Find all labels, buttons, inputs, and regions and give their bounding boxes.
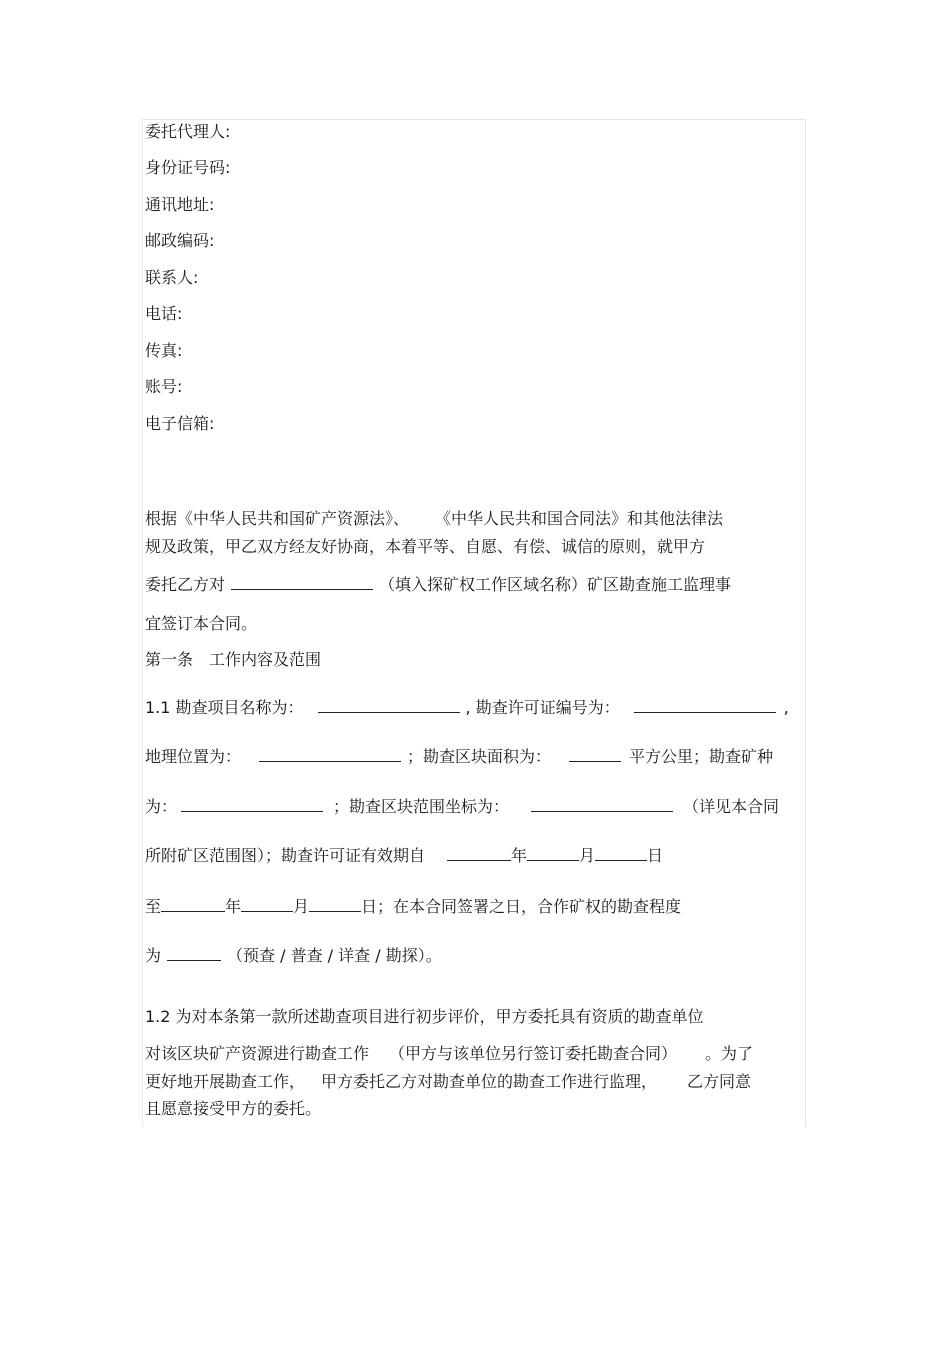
clause-1-1-line-3 bbox=[145, 797, 779, 817]
field-postal-code: 邮政编码: bbox=[145, 231, 215, 250]
clause-1-2-line-3 bbox=[145, 1072, 751, 1092]
preamble-text: 根据《中华人民共和国矿产资源法》、 bbox=[145, 509, 410, 528]
blank-license-number[interactable] bbox=[634, 698, 776, 713]
clause-text: （甲方与该单位另行签订委托勘查合同） bbox=[389, 1044, 678, 1063]
clause-1-1-line-6 bbox=[145, 946, 442, 966]
preamble-line-4: 宜签订本合同。 bbox=[145, 614, 258, 633]
blank-work-area-name[interactable] bbox=[231, 575, 373, 590]
clause-text: （预查 / 普查 / 详查 / 勘探）。 bbox=[227, 946, 442, 965]
field-fax: 传真: bbox=[145, 341, 183, 360]
clause-text: 更好地开展勘查工作， bbox=[145, 1072, 306, 1091]
clause-text: 日 bbox=[647, 846, 664, 865]
blank-start-day[interactable] bbox=[595, 846, 647, 861]
blank-location[interactable] bbox=[259, 747, 401, 762]
clause-text: ；勘查区块范围坐标为： bbox=[333, 797, 510, 816]
field-account: 账号: bbox=[145, 377, 183, 396]
clause-text: , 勘查许可证编号为： bbox=[465, 698, 620, 717]
clause-text: 月 bbox=[293, 897, 310, 916]
field-id-number: 身份证号码: bbox=[145, 158, 231, 177]
field-email: 电子信箱: bbox=[145, 414, 215, 433]
blank-coordinates[interactable] bbox=[531, 797, 673, 812]
blank-end-month[interactable] bbox=[241, 897, 293, 912]
clause-text: 为 bbox=[145, 946, 162, 965]
article-1-title: 第一条 工作内容及范围 bbox=[145, 650, 322, 669]
preamble-text: （填入探矿权工作区域名称）矿区勘查施工监理事 bbox=[379, 575, 732, 594]
clause-text: ；勘查区块面积为： bbox=[407, 747, 552, 766]
field-phone: 电话: bbox=[145, 304, 183, 323]
clause-text: 所附矿区范围图）；勘查许可证有效期自 bbox=[145, 846, 426, 865]
field-contact: 联系人: bbox=[145, 268, 199, 287]
blank-start-year[interactable] bbox=[447, 846, 511, 861]
clause-text: 平方公里；勘查矿种 bbox=[629, 747, 774, 766]
clause-text: 1.1 勘查项目名称为： bbox=[145, 698, 304, 717]
blank-exploration-degree[interactable] bbox=[167, 946, 221, 961]
clause-text: 年 bbox=[511, 846, 528, 865]
preamble-line-2: 规及政策，甲乙双方经友好协商，本着平等、自愿、有偿、诚信的原则，就甲方 bbox=[145, 537, 706, 556]
clause-text: 乙方同意 bbox=[687, 1072, 752, 1091]
clause-1-1-line-2 bbox=[145, 747, 773, 767]
clause-text: , bbox=[783, 698, 789, 717]
clause-text: 月 bbox=[579, 846, 596, 865]
clause-1-2-line-1: 1.2 为对本条第一款所述勘查项目进行初步评价，甲方委托具有资质的勘查单位 bbox=[145, 1007, 704, 1026]
preamble-text: 委托乙方对 bbox=[145, 575, 226, 594]
clause-1-1-line-1 bbox=[145, 698, 789, 718]
clause-text: 至 bbox=[145, 897, 162, 916]
blank-mineral-type[interactable] bbox=[181, 797, 323, 812]
clause-text: 年 bbox=[225, 897, 242, 916]
blank-project-name[interactable] bbox=[318, 698, 460, 713]
clause-text: 。为了 bbox=[705, 1044, 754, 1063]
preamble-line-3 bbox=[145, 575, 731, 595]
clause-1-2-line-4: 且愿意接受甲方的委托。 bbox=[145, 1099, 322, 1118]
preamble-line-1 bbox=[145, 509, 723, 529]
field-address: 通讯地址: bbox=[145, 195, 215, 214]
clause-1-1-line-5 bbox=[145, 897, 681, 917]
blank-end-year[interactable] bbox=[161, 897, 225, 912]
blank-area[interactable] bbox=[569, 747, 621, 762]
clause-text: 对该区块矿产资源进行勘查工作 bbox=[145, 1044, 370, 1063]
clause-1-1-line-4 bbox=[145, 846, 663, 866]
clause-1-2-line-2 bbox=[145, 1044, 753, 1064]
clause-text: 日；在本合同签署之日，合作矿权的勘查程度 bbox=[361, 897, 682, 916]
clause-text: 甲方委托乙方对勘查单位的勘查工作进行监理， bbox=[321, 1072, 658, 1091]
preamble-text: 《中华人民共和国合同法》和其他法律法 bbox=[435, 509, 724, 528]
clause-text: 为： bbox=[145, 797, 178, 816]
blank-end-day[interactable] bbox=[309, 897, 361, 912]
clause-text: 地理位置为： bbox=[145, 747, 242, 766]
blank-start-month[interactable] bbox=[527, 846, 579, 861]
clause-text: （详见本合同 bbox=[683, 797, 780, 816]
field-agent: 委托代理人: bbox=[145, 122, 231, 141]
